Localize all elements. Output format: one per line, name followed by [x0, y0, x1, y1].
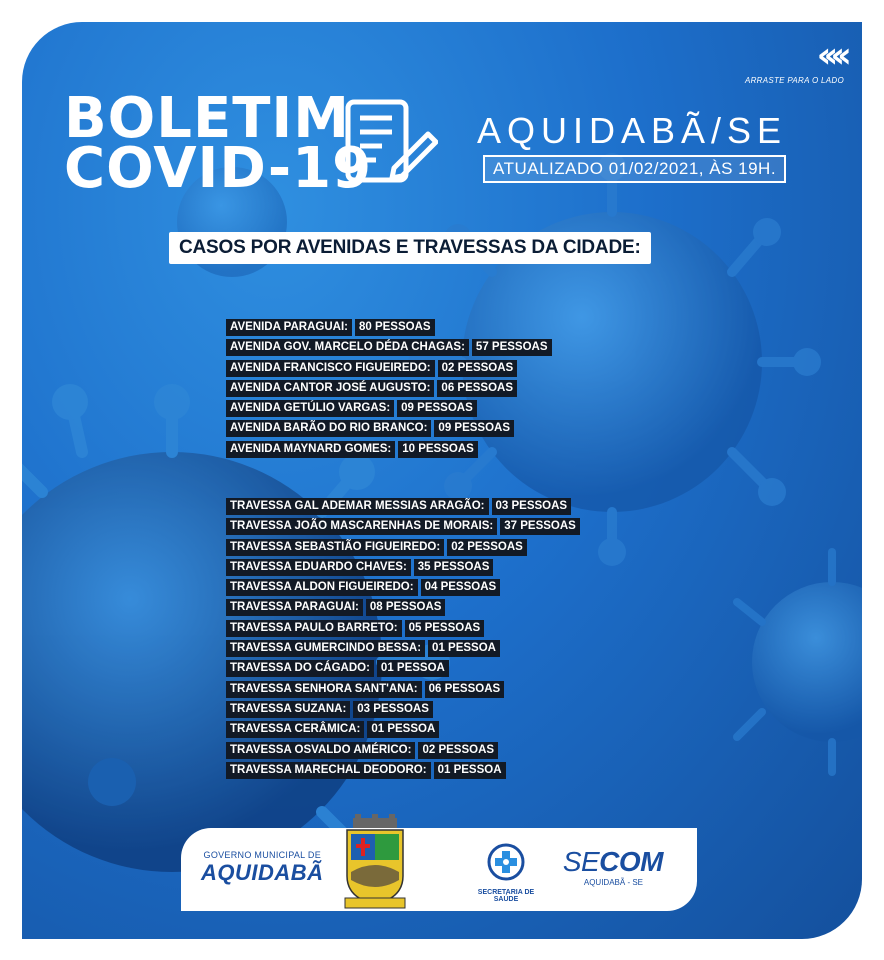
case-count: 04 PESSOAS	[421, 579, 501, 596]
case-count: 02 PESSOAS	[447, 539, 527, 556]
case-row	[226, 516, 580, 536]
street-name: AVENIDA GOV. MARCELO DÉDA CHAGAS:	[226, 339, 469, 356]
case-row	[226, 537, 580, 557]
city-name: AQUIDABÃ/SE	[477, 110, 788, 151]
secom-suffix: COM	[599, 846, 663, 877]
street-name: AVENIDA PARAGUAI:	[226, 319, 352, 336]
title-line-2: COVID-19	[64, 136, 373, 201]
travessas-list	[226, 496, 580, 780]
title-line-1: BOLETIM	[64, 86, 350, 151]
street-name: TRAVESSA SEBASTIÃO FIGUEIREDO:	[226, 539, 444, 556]
street-name: TRAVESSA GUMERCINDO BESSA:	[226, 640, 425, 657]
case-row	[226, 398, 552, 418]
street-name: AVENIDA CANTOR JOSÉ AUGUSTO:	[226, 380, 434, 397]
case-count: 08 PESSOAS	[366, 599, 446, 616]
case-row	[226, 358, 552, 378]
health-secretariat-label: SECRETARIA DE SAÚDE	[477, 889, 535, 903]
page-title	[64, 86, 373, 201]
avenidas-list	[226, 317, 552, 459]
case-row	[226, 496, 580, 516]
case-count: 09 PESSOAS	[397, 400, 477, 417]
case-row	[226, 557, 580, 577]
case-count: 01 PESSOA	[377, 660, 449, 677]
case-row	[226, 740, 580, 760]
gov-name: AQUIDABÃ	[201, 860, 324, 885]
street-name: TRAVESSA SENHORA SANT'ANA:	[226, 681, 422, 698]
secom-prefix: SE	[562, 846, 600, 877]
street-name: TRAVESSA GAL ADEMAR MESSIAS ARAGÃO:	[226, 498, 489, 515]
street-name: TRAVESSA PARAGUAI:	[226, 599, 363, 616]
street-name: TRAVESSA OSVALDO AMÉRICO:	[226, 742, 415, 759]
case-count: 80 PESSOAS	[355, 319, 435, 336]
document-edit-icon	[342, 98, 438, 188]
case-row	[226, 638, 580, 658]
case-count: 02 PESSOAS	[418, 742, 498, 759]
case-count: 09 PESSOAS	[434, 420, 514, 437]
street-name: TRAVESSA SUZANA:	[226, 701, 350, 718]
case-row	[226, 439, 552, 459]
case-count: 01 PESSOA	[428, 640, 500, 657]
health-cross-icon	[486, 842, 526, 882]
case-row	[226, 597, 580, 617]
footer-logos	[181, 828, 697, 911]
city-crest-icon	[341, 814, 409, 912]
case-row	[226, 699, 580, 719]
case-count: 02 PESSOAS	[438, 360, 518, 377]
street-name: TRAVESSA JOÃO MASCARENHAS DE MORAIS:	[226, 518, 497, 535]
case-count: 06 PESSOAS	[425, 681, 505, 698]
case-count: 05 PESSOAS	[405, 620, 485, 637]
street-name: TRAVESSA MARECHAL DEODORO:	[226, 762, 431, 779]
street-name: AVENIDA GETÚLIO VARGAS:	[226, 400, 394, 417]
street-name: AVENIDA BARÃO DO RIO BRANCO:	[226, 420, 431, 437]
case-row	[226, 378, 552, 398]
health-secretariat-logo	[471, 842, 541, 903]
street-name: TRAVESSA CERÂMICA:	[226, 721, 364, 738]
street-name: TRAVESSA DO CÁGADO:	[226, 660, 374, 677]
section-heading: CASOS POR AVENIDAS E TRAVESSAS DA CIDADE:	[169, 232, 651, 264]
case-row	[226, 760, 580, 780]
case-row	[226, 679, 580, 699]
case-row	[226, 577, 580, 597]
case-count: 06 PESSOAS	[437, 380, 517, 397]
case-count: 37 PESSOAS	[500, 518, 580, 535]
case-count: 03 PESSOAS	[353, 701, 433, 718]
street-name: TRAVESSA ALDON FIGUEIREDO:	[226, 579, 418, 596]
case-row	[226, 719, 580, 739]
case-row	[226, 658, 580, 678]
municipal-government-logo	[201, 850, 324, 886]
case-count: 10 PESSOAS	[398, 441, 478, 458]
case-row	[226, 418, 552, 438]
case-count: 01 PESSOA	[434, 762, 506, 779]
street-name: TRAVESSA EDUARDO CHAVES:	[226, 559, 411, 576]
secom-logo	[551, 848, 663, 887]
case-row	[226, 618, 580, 638]
swipe-label: ARRASTE PARA O LADO	[744, 76, 844, 85]
case-count: 35 PESSOAS	[414, 559, 494, 576]
case-count: 03 PESSOAS	[492, 498, 572, 515]
case-row	[226, 337, 552, 357]
update-timestamp: ATUALIZADO 01/02/2021, ÀS 19H.	[483, 155, 786, 183]
secom-subtitle: AQUIDABÃ - SE	[583, 878, 643, 887]
street-name: TRAVESSA PAULO BARRETO:	[226, 620, 402, 637]
swipe-hint	[744, 35, 844, 85]
gov-subtitle: GOVERNO MUNICIPAL DE	[203, 850, 322, 860]
street-name: AVENIDA MAYNARD GOMES:	[226, 441, 395, 458]
case-count: 57 PESSOAS	[472, 339, 552, 356]
case-row	[226, 317, 552, 337]
bulletin-card	[22, 22, 862, 939]
street-name: AVENIDA FRANCISCO FIGUEIREDO:	[226, 360, 435, 377]
chevrons-left-icon: ‹‹‹‹	[816, 35, 844, 76]
case-count: 01 PESSOA	[367, 721, 439, 738]
